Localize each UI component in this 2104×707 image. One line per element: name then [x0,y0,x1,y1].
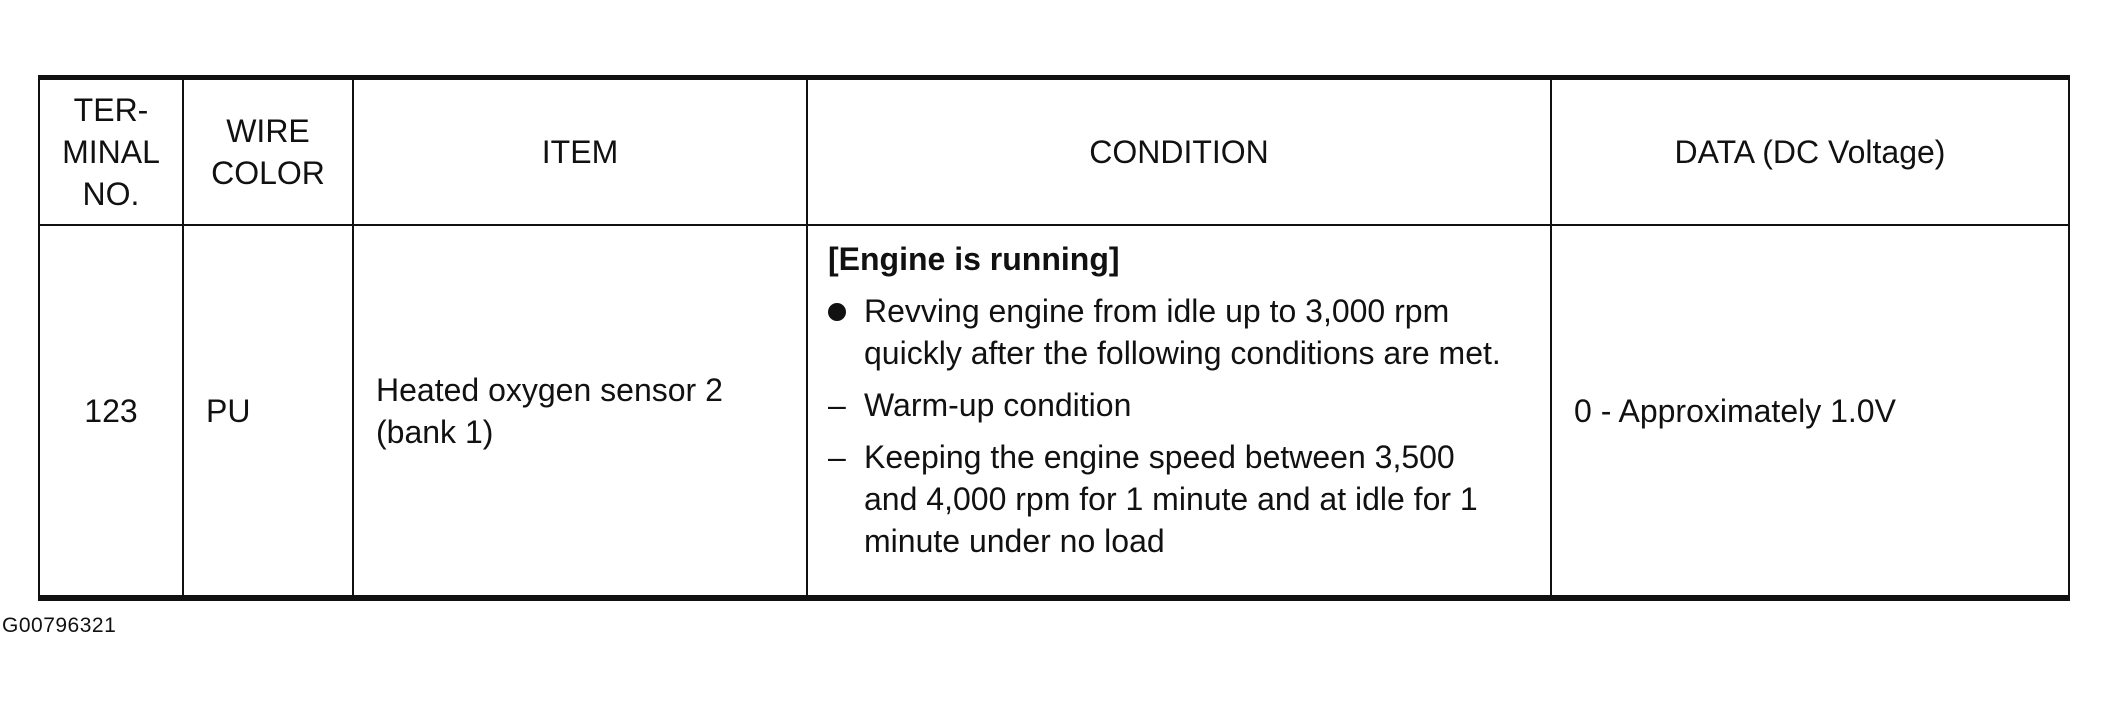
item-line-2: (bank 1) [376,413,494,450]
header-item: ITEM [353,78,807,226]
condition-text-line: Keeping the engine speed between 3,500 [864,439,1455,475]
condition-text-line: minute under no load [864,523,1165,559]
table-row [39,225,2069,598]
dash-marker: – [828,387,846,423]
header-terminal-line-2: MINAL [62,134,160,170]
cell-item [353,225,807,598]
header-terminal-line-3: NO. [82,176,140,212]
figure-id: G00796321 [2,614,117,637]
condition-dash-item [828,436,1540,562]
cell-wire-color: PU [183,225,353,598]
header-terminal-line-1: TER- [73,92,149,128]
item-line-1: Heated oxygen sensor 2 [376,371,723,408]
dash-marker: – [828,439,846,475]
cell-condition [807,225,1551,598]
header-wire-line-1: WIRE [226,113,310,149]
condition-heading: [Engine is running] [828,241,1120,277]
header-data: DATA (DC Voltage) [1551,78,2069,226]
condition-text-line: and 4,000 rpm for 1 minute and at idle for 1 [864,481,1478,517]
condition-bullet-item [828,290,1540,374]
condition-text-line: quickly after the following conditions are met. [864,335,1501,371]
header-wire-color [183,78,353,226]
header-terminal-no [39,78,183,226]
condition-dash-item [828,384,1540,426]
header-wire-line-2: COLOR [211,155,325,191]
header-condition: CONDITION [807,78,1551,226]
header-row [39,78,2069,226]
cell-terminal-no: 123 [39,225,183,598]
condition-text-line: Revving engine from idle up to 3,000 rpm [864,293,1450,329]
condition-text-line: Warm-up condition [864,387,1132,423]
cell-data-voltage: 0 - Approximately 1.0V [1551,225,2069,598]
terminal-data-table [38,75,2070,601]
bullet-icon [828,290,858,332]
